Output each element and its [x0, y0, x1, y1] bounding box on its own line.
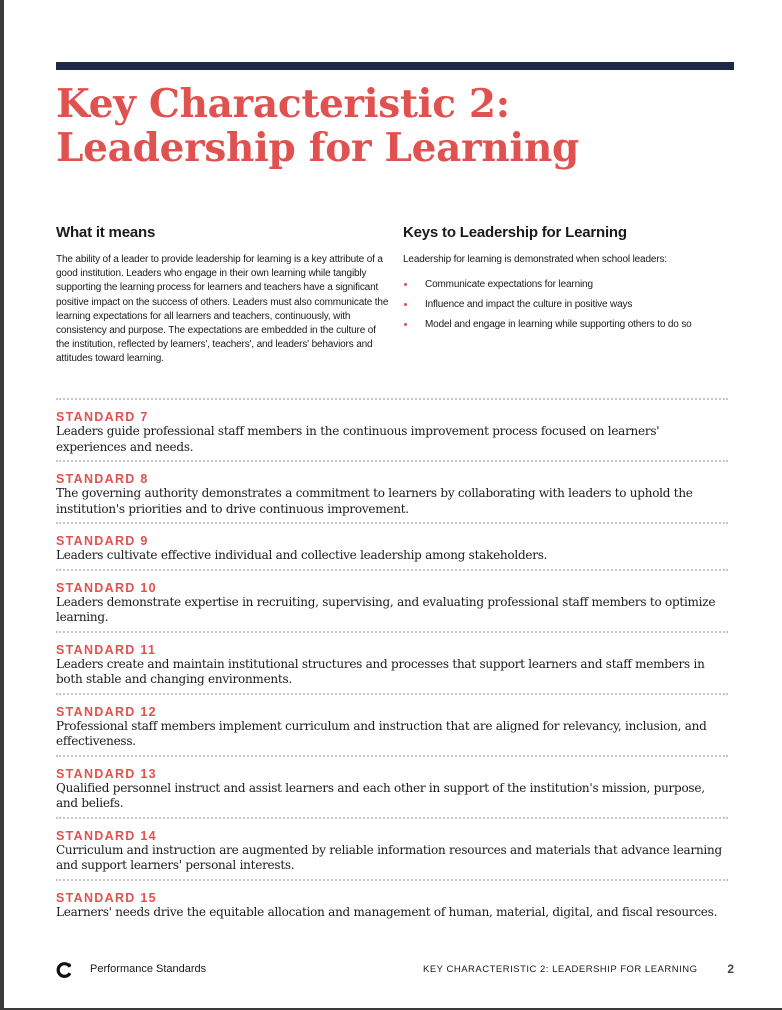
standard-item [56, 398, 728, 460]
page-edge-left [0, 0, 4, 1010]
standard-label: STANDARD 9 [56, 534, 149, 548]
standard-label: STANDARD 11 [56, 642, 157, 657]
standard-text: Leaders create and maintain institutional structures and processes that support learners and staff members in both stable and changing environments. [56, 656, 705, 686]
standard-label: STANDARD 10 [56, 580, 157, 595]
standard-text: Learners' needs drive the equitable allocation and management of human, material, digital, and fiscal resources. [56, 904, 718, 919]
standard-label: STANDARD 7 [56, 410, 149, 424]
header-rule [56, 62, 734, 70]
standard-item [56, 693, 728, 755]
bullet-icon [404, 303, 407, 306]
keys-list-item-text: Influence and impact the culture in positive ways [425, 299, 633, 311]
standard-item [56, 879, 728, 926]
keys-list-item-text: Model and engage in learning while supporting others to do so [425, 319, 692, 331]
what-it-means-section [56, 224, 390, 367]
standard-text: Leaders cultivate effective individual and collective leadership among stakeholders. [56, 548, 548, 562]
what-it-means-body: The ability of a leader to provide leadership for learning is a key attribute of a good institution. Leaders who engage in their own learning while tangibly supporting the learning process for learners and teachers have a significant positive impact on the success of others. Leaders must also communicate the learning expectations for all learners and teachers, continuously, with consistency and purpose. The expectations are embedded in the culture of the institution, reflected by learners', teachers', and leaders' behaviors and attitudes toward learning. [56, 254, 389, 365]
standard-label: STANDARD 13 [56, 766, 157, 781]
page-title [56, 82, 579, 170]
standard-text: The governing authority demonstrates a commitment to learners by collaborating with leaders to uphold the institution's priorities and to drive continuous improvement. [56, 486, 693, 516]
what-it-means-heading: What it means [56, 224, 156, 241]
standard-item [56, 631, 728, 693]
keys-list [403, 275, 738, 335]
standard-item [56, 569, 728, 631]
page-footer [56, 960, 738, 980]
bullet-icon [404, 283, 407, 286]
keys-heading: Keys to Leadership for Learning [403, 224, 627, 241]
keys-list-item [403, 275, 738, 295]
standard-item [56, 460, 728, 522]
footer-section-title: KEY CHARACTERISTIC 2: LEADERSHIP FOR LEARNING [423, 964, 698, 975]
keys-list-item [403, 295, 738, 315]
bullet-icon [404, 323, 407, 326]
footer-doc-title: Performance Standards [90, 963, 207, 975]
page-title-line2: Leadership for Learning [56, 125, 579, 171]
standard-item [56, 755, 728, 817]
standard-label: STANDARD 8 [56, 472, 149, 486]
standards-list [56, 398, 728, 925]
standard-item [56, 522, 728, 569]
cognia-logo-icon [56, 961, 74, 979]
standard-item [56, 817, 728, 879]
page-number: 2 [727, 962, 734, 976]
standard-text: Leaders guide professional staff members in the continuous improvement process focused on learners' experiences and needs. [56, 424, 660, 454]
keys-section [403, 224, 738, 335]
standard-text: Professional staff members implement curriculum and instruction that are aligned for relevancy, inclusion, and effectiveness. [56, 718, 707, 748]
standard-text: Leaders demonstrate expertise in recruiting, supervising, and evaluating professional staff members to optimize learning. [56, 594, 716, 624]
keys-intro: Leadership for learning is demonstrated when school leaders: [403, 254, 667, 265]
standard-label: STANDARD 15 [56, 890, 157, 905]
standard-label: STANDARD 14 [56, 828, 157, 843]
keys-list-item [403, 315, 738, 335]
standard-text: Qualified personnel instruct and assist learners and each other in support of the institution's mission, purpose, and beliefs. [56, 780, 705, 810]
standard-label: STANDARD 12 [56, 704, 157, 719]
keys-list-item-text: Communicate expectations for learning [425, 279, 593, 291]
page-title-line1: Key Characteristic 2: [56, 81, 510, 127]
standard-text: Curriculum and instruction are augmented by reliable information resources and materials that advance learning and support learners' personal interests. [56, 842, 722, 872]
